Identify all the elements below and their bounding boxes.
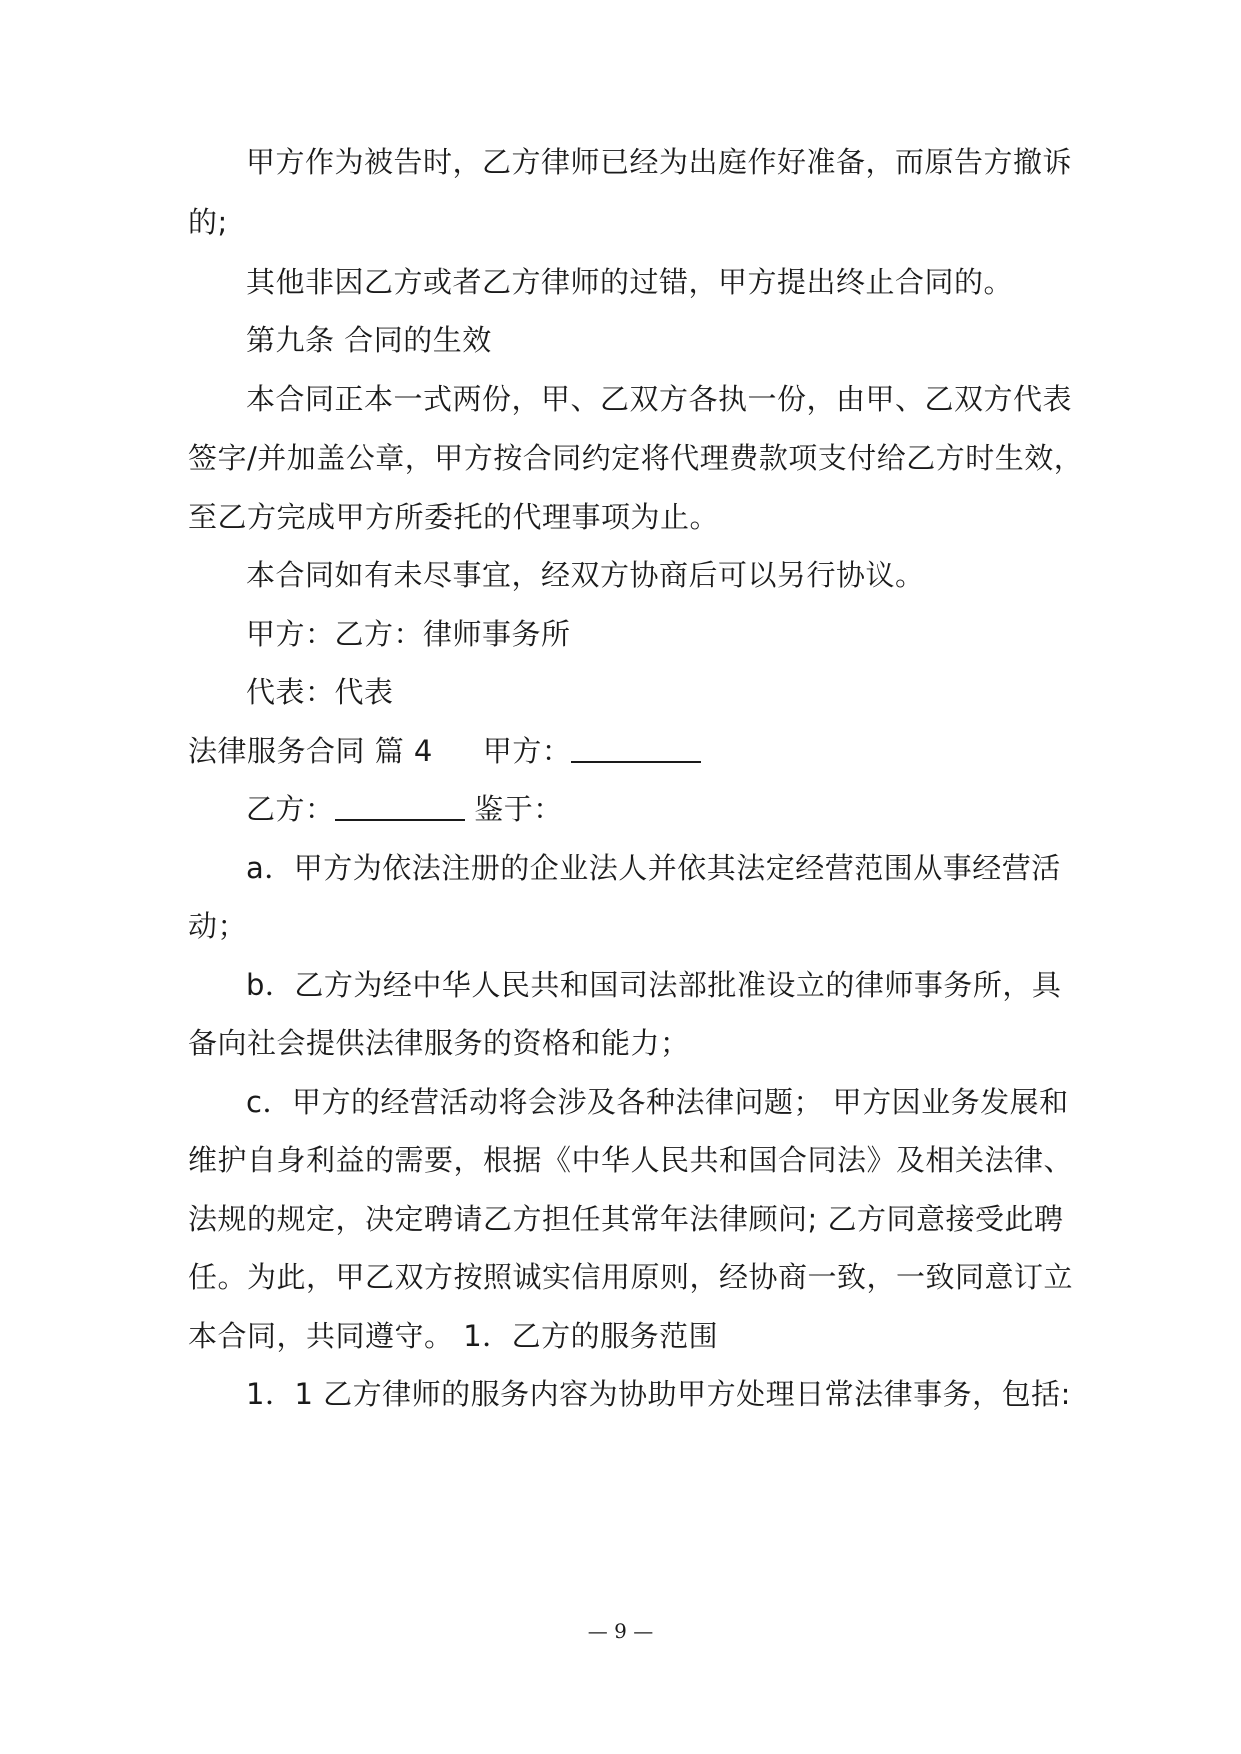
paragraph-line: 本合同如有未尽事宜，经双方协商后可以另行协议。 [246,558,925,592]
page-number: — 9 — [587,1619,654,1643]
paragraph-line: 本合同正本一式两份，甲、乙双方各执一份，由甲、乙双方代表 [246,382,1073,416]
whereas-label: 鉴于： [474,792,563,826]
section-heading: 第九条 合同的生效 [246,323,492,357]
paragraph-line: 签字/并加盖公章，甲方按合同约定将代理费款项支付给乙方时生效， [188,441,1084,475]
paragraph-line: 至乙方完成甲方所委托的代理事项为止。 [188,500,720,534]
paragraph-line: 本合同，共同遵守。 1．乙方的服务范围 [188,1319,719,1353]
party-a-blank [571,731,701,763]
signature-party-line: 甲方：乙方：律师事务所 [246,617,571,651]
paragraph-line: b．乙方为经中华人民共和国司法部批准设立的律师事务所，具 [246,968,1062,1002]
paragraph-line: a．甲方为依法注册的企业法人并依其法定经营范围从事经营活 [246,851,1061,885]
paragraph-line: 法规的规定，决定聘请乙方担任其常年法律顾问; 乙方同意接受此聘 [188,1202,1064,1236]
paragraph-line: 维护自身利益的需要，根据《中华人民共和国合同法》及相关法律、 [188,1143,1074,1177]
party-b-blank [335,789,465,821]
signature-representative-line: 代表：代表 [246,675,394,709]
paragraph-line: 甲方作为被告时，乙方律师已经为出庭作好准备，而原告方撤诉 [246,145,1073,179]
paragraph-line: 1．1 乙方律师的服务内容为协助甲方处理日常法律事务，包括: [246,1377,1071,1411]
paragraph-line: 动； [188,909,248,943]
paragraph-line: 其他非因乙方或者乙方律师的过错，甲方提出终止合同的。 [246,265,1014,299]
paragraph-line: 任。为此，甲乙双方按照诚实信用原则，经协商一致，一致同意订立 [188,1260,1074,1294]
paragraph-line: 备向社会提供法律服务的资格和能力； [188,1026,690,1060]
contract-heading-line [188,731,701,771]
paragraph-line: 的; [188,205,228,239]
party-b-label: 乙方： [246,792,335,826]
party-a-label: 甲方： [482,734,572,768]
paragraph-line: c．甲方的经营活动将会涉及各种法律问题； 甲方因业务发展和 [246,1085,1069,1119]
contract-title: 法律服务合同 篇 4 [188,734,433,768]
party-b-line [246,789,563,829]
